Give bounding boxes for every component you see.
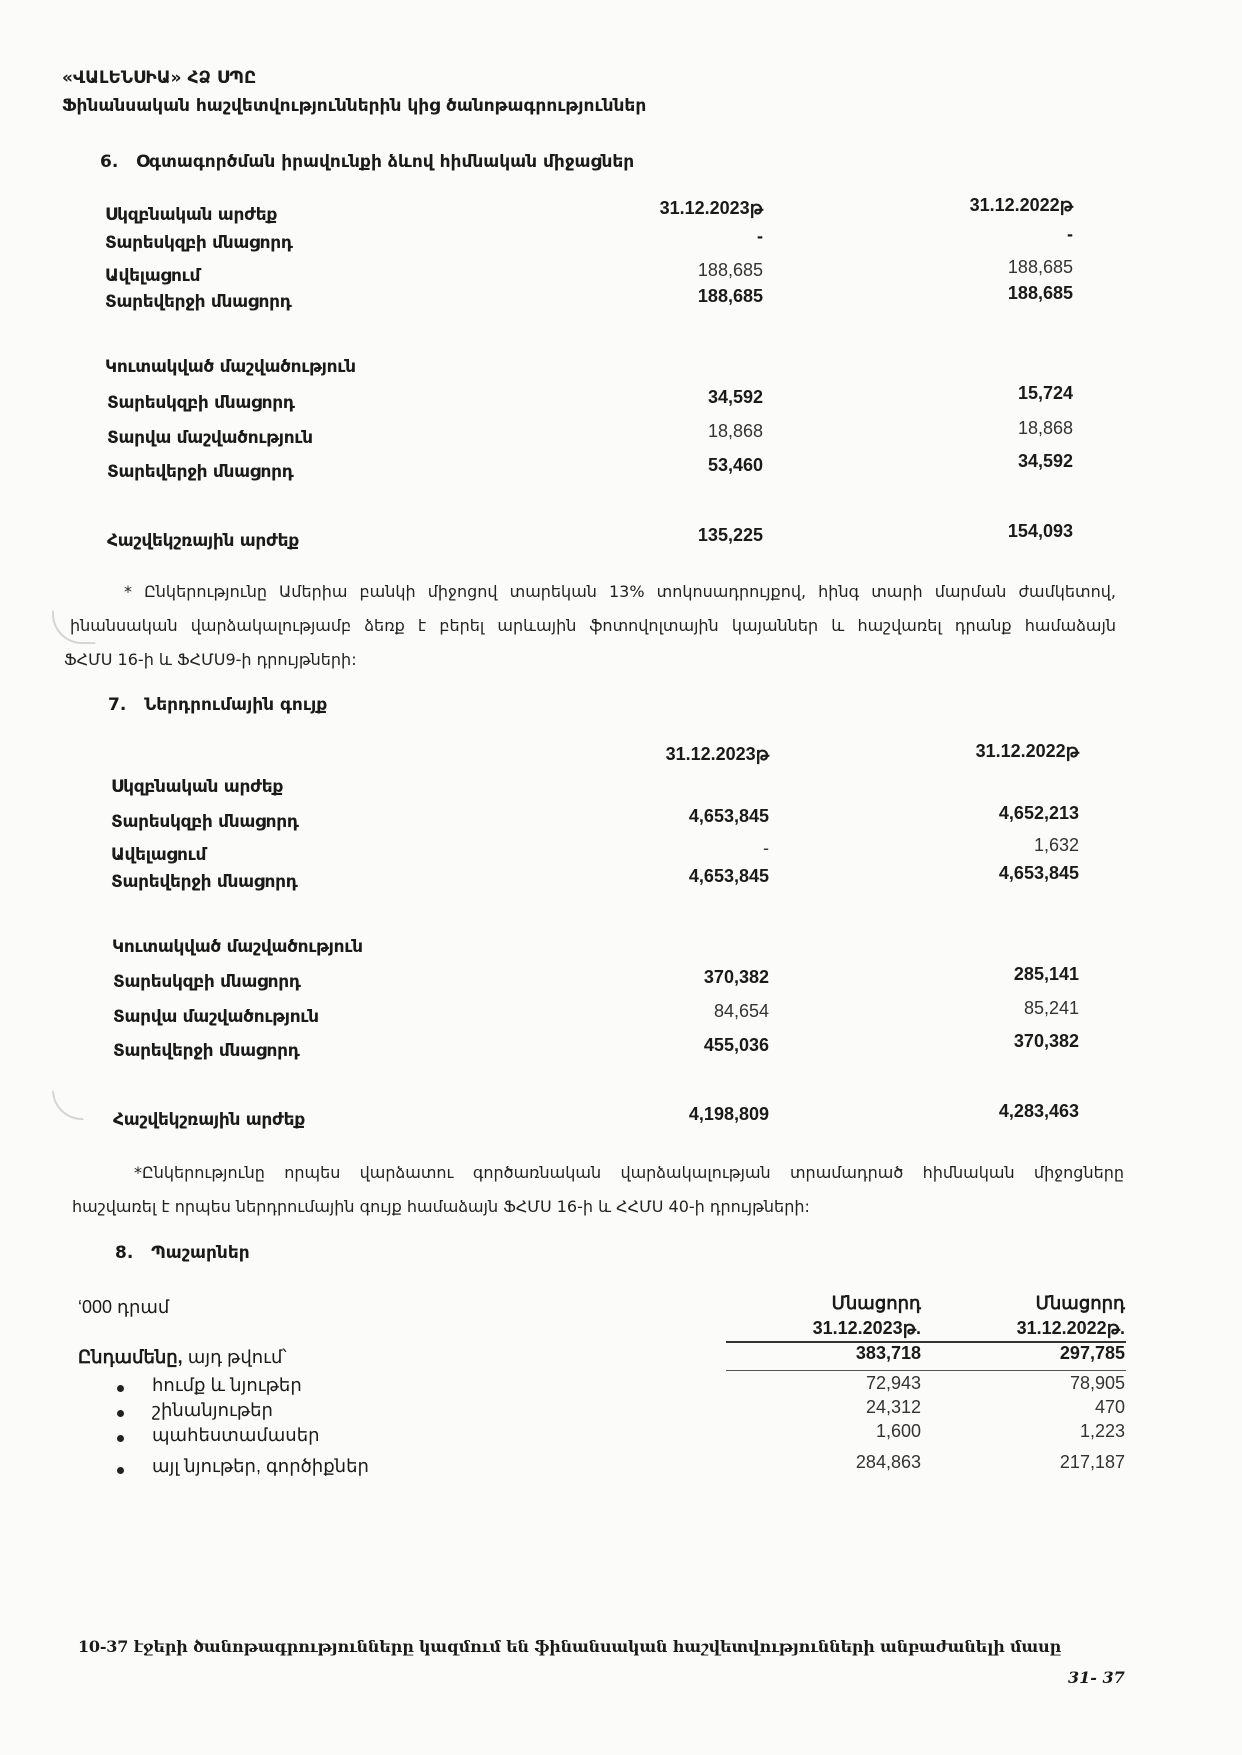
- row-label: Տարեսկզբի մնացորդ: [105, 233, 293, 253]
- value-2022: 154,093: [1007, 521, 1073, 541]
- value-2022: 85,241: [1023, 998, 1079, 1018]
- value-2023: 18,868: [707, 421, 763, 441]
- value-2023: -: [757, 226, 763, 246]
- value-2023: 53,460: [707, 455, 763, 475]
- item-label: պահեստամասեր: [152, 1425, 320, 1445]
- row-label: Ավելացում: [111, 845, 207, 865]
- value-2022: 18,868: [1017, 418, 1073, 438]
- company-name: «ՎԱԼԵՆՍԻԱ» ՀՁ ՍՊԸ: [62, 68, 257, 88]
- value-2023: 188,685: [697, 286, 763, 306]
- column-header-2023: 31.12.2023թ: [665, 744, 769, 764]
- item-2022: 78,905: [1069, 1373, 1125, 1393]
- initial-cost-label: Սկզբնական արժեք: [105, 205, 278, 225]
- row-label: Տարեվերջի մնացորդ: [107, 462, 294, 482]
- section-7-footnote: [72, 1156, 1124, 1224]
- section-6-heading: [100, 152, 634, 172]
- note-line: հաշվառել է որպես ներդրումային գույք համաձայն ՖՀՄՍ 16-ի և ՀՀՄՍ 40-ի դրույթների:: [72, 1197, 810, 1216]
- bullet-icon: [117, 1410, 124, 1417]
- value-2023: -: [763, 838, 769, 858]
- initial-cost-label: Սկզբնական արժեք: [111, 777, 284, 797]
- column-header-2022-line1: Մնացորդ: [1035, 1293, 1125, 1313]
- column-header-2023-line1: Մնացորդ: [831, 1293, 921, 1313]
- item-2022: 470: [1094, 1397, 1125, 1417]
- value-2023: 188,685: [697, 260, 763, 280]
- item-label: այլ նյութեր, գործիքներ: [152, 1456, 369, 1476]
- row-label: Տարեվերջի մնացորդ: [111, 872, 298, 892]
- value-2022: 188,685: [1007, 283, 1073, 303]
- item-2023: 284,863: [855, 1452, 921, 1472]
- value-2023: 84,654: [713, 1001, 769, 1021]
- depreciation-label: Կուտակված մաշվածություն: [105, 357, 356, 377]
- value-2022: 4,653,845: [998, 863, 1079, 883]
- value-2023: 370,382: [703, 967, 769, 987]
- item-2022: 217,187: [1059, 1452, 1125, 1472]
- item-label: հումք և նյութեր: [152, 1375, 302, 1395]
- row-label: Տարվա մաշվածություն: [113, 1007, 319, 1027]
- value-2022: 1,632: [1033, 835, 1079, 855]
- value-2022: 15,724: [1017, 383, 1073, 403]
- section-7-heading: [108, 695, 327, 715]
- section-title: Օգտագործման իրավունքի ձևով հիմնական միջացներ: [136, 152, 635, 172]
- value-2022: 4,652,213: [998, 803, 1079, 823]
- column-header-2022: 31.12.2022թ: [969, 195, 1073, 215]
- value-2022: 4,283,463: [998, 1101, 1079, 1121]
- scan-mark: [52, 1090, 84, 1120]
- row-label: Տարեվերջի մնացորդ: [105, 292, 292, 312]
- value-2022: -: [1067, 224, 1073, 244]
- value-2023: 4,653,845: [688, 866, 769, 886]
- value-2022: 370,382: [1013, 1031, 1079, 1051]
- section-number: 7.: [108, 695, 127, 715]
- column-header-2022-line2: 31.12.2022թ.: [1016, 1318, 1125, 1338]
- book-value-label: Հաշվեկշռային արժեք: [113, 1110, 305, 1130]
- value-2023: 4,198,809: [688, 1104, 769, 1124]
- item-label: շինանյութեր: [152, 1400, 273, 1420]
- depreciation-label: Կուտակված մաշվածություն: [112, 937, 363, 957]
- section-title: Պաշարներ: [151, 1243, 250, 1263]
- page-number: 31- 37: [1068, 1668, 1125, 1687]
- note-line: ինանսական վարձակալությամբ ձեռք է բերել արևային ֆոտովոլտային կայաններ և հաշվառել դրանք համաձայն: [70, 616, 1116, 635]
- scan-mark: [52, 610, 96, 644]
- book-value-label: Հաշվեկշռային արժեք: [107, 531, 299, 551]
- item-2023: 72,943: [865, 1373, 921, 1393]
- value-2023: 34,592: [707, 387, 763, 407]
- row-label: Ավելացում: [105, 266, 201, 286]
- row-label: Տարվա մաշվածություն: [107, 428, 313, 448]
- section-title: Ներդրումային գույք: [144, 695, 328, 715]
- value-2023: 455,036: [703, 1035, 769, 1055]
- row-label: Տարեսկզբի մնացորդ: [113, 972, 301, 992]
- bullet-icon: [117, 1467, 124, 1474]
- note-line: *Ընկերությունը որպես վարձատու գործառնական վարձակալության տրամադրած հիմնական միջոցները: [134, 1163, 1124, 1182]
- document-subtitle: Ֆինանսական հաշվետվություններին կից ծանոթագրություններ: [62, 96, 647, 116]
- item-2022: 1,223: [1079, 1421, 1125, 1441]
- bullet-icon: [117, 1435, 124, 1442]
- note-line: ՖՀՄՍ 16-ի և ՖՀՄՍ9-ի դրույթների:: [64, 650, 357, 669]
- unit-label: ‘000 դրամ: [78, 1297, 170, 1317]
- total-label-bold: Ընդամենը,: [78, 1347, 183, 1367]
- section-number: 6.: [100, 152, 119, 172]
- total-rule: [726, 1370, 1126, 1371]
- section-6-footnote: [64, 575, 1116, 677]
- section-number: 8.: [115, 1243, 134, 1263]
- value-2023: 135,225: [697, 525, 763, 545]
- value-2023: 4,653,845: [688, 806, 769, 826]
- column-header-2023-line2: 31.12.2023թ.: [812, 1318, 921, 1338]
- total-2022: 297,785: [1059, 1343, 1125, 1363]
- value-2022: 34,592: [1017, 451, 1073, 471]
- column-header-2023: 31.12.2023թ: [659, 198, 763, 218]
- total-label-rest: այդ թվում՝: [182, 1347, 287, 1367]
- total-2023: 383,718: [855, 1343, 921, 1363]
- row-label: Տարեսկզբի մնացորդ: [107, 393, 295, 413]
- row-label: Տարեսկզբի մնացորդ: [111, 812, 299, 832]
- value-2022: 285,141: [1013, 964, 1079, 984]
- value-2022: 188,685: [1007, 257, 1073, 277]
- total-label: [78, 1347, 287, 1368]
- bullet-icon: [117, 1385, 124, 1392]
- note-line: * Ընկերությունը Ամերիա բանկի միջոցով տարեկան 13% տոկոսադրույքով, հինգ տարի մարման ժամկետով,: [124, 582, 1116, 601]
- item-2023: 1,600: [875, 1421, 921, 1441]
- item-2023: 24,312: [865, 1397, 921, 1417]
- section-8-heading: [115, 1243, 250, 1263]
- column-header-2022: 31.12.2022թ: [975, 741, 1079, 761]
- row-label: Տարեվերջի մնացորդ: [113, 1041, 300, 1061]
- footer-note: 10-37 էջերի ծանոթագրությունները կազմում են ֆինանսական հաշվետվությունների անբաժանելի մասը: [78, 1637, 1062, 1656]
